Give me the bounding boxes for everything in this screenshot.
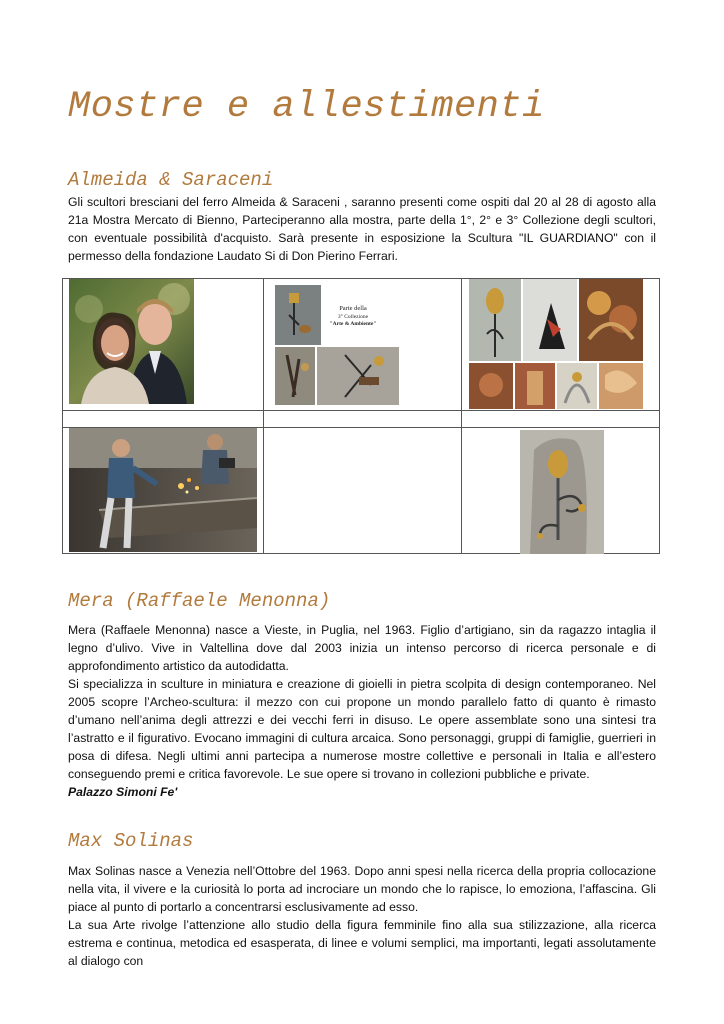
sculptures-mosaic <box>469 279 643 409</box>
mera-paragraph-2: Si specializza in sculture in miniatura e creazione di gioielli in pietra scolpita di design contemporaneo. Nel 2005 scopre l’Archeo-scultura: il mezzo con cui propone un mondo parallelo fatto di quanto è rimasto d’umano nell’anima degli attrezzi e dei vecchi ferri in disuso. Le opere assemblate sono una sintesi tra l’astratto e il figurativo. Evocano immagini di cultura arcaica. Sono personaggi, gruppi di famiglie, guerrieri in posa di difesa. Negli ultimi anni partecipa a numerose mostre collettive e personali in Italia e all’estero conseguendo premi e critica favorevole. Le sue opere si trovano in collezioni pubbliche e private. <box>68 677 656 781</box>
section-text-almeida: Gli scultori bresciani del ferro Almeida & Saraceni , saranno presenti come ospiti dal 20 al 28 di agosto alla 21a Mostra Mercato di Bienno, Parteciperanno alla mostra, parte della 1°, 2° e 3° Collezione degli scultori, con eventuale possibilità d'acquisto. Sarà presente in esposizione la Scultura "IL GUARDIANO" con il permesso della fondazione Laudato Si di Don Pierino Ferrari. <box>68 195 656 263</box>
photo-grid <box>62 278 660 554</box>
solinas-paragraph-2: La sua Arte rivolge l’attenzione allo studio della figura femminile fino alla sua stilizzazione, alla ricerca estrema e continua, metodica ed esasperata, di linee e volumi semplici, ma importanti, legati assolutamente al dialogo con <box>68 918 656 968</box>
solinas-paragraph-1: Max Solinas nasce a Venezia nell’Ottobre del 1963. Dopo anni spesi nella ricerca della propria collocazione nella vita, il vivere e la curiosità lo porta ad incrociare un mondo che lo rapisce, lo emoziona, l’affascina. Gli piace al punto di portarlo a concentrarsi esclusivamente ad esso. <box>68 864 656 914</box>
section-heading-mera: Mera (Raffaele Menonna) <box>68 590 331 612</box>
collection-collage <box>275 285 399 405</box>
collage-caption-3: "Arte & Ambiente" <box>329 321 377 327</box>
page-title: Mostre e allestimenti <box>68 86 545 128</box>
mera-paragraph-1: Mera (Raffaele Menonna) nasce a Vieste, in Puglia, nel 1963. Figlio d’artigiano, sin da ragazzo intaglia il legno d’ulivo. Vive in Valtellina dove dal 2003 inizia un intenso percorso di ricerca personale e di approfondimento artistico da autodidatta. <box>68 623 656 673</box>
section-heading-almeida: Almeida & Saraceni <box>68 169 274 191</box>
mera-venue: Palazzo Simoni Fe' <box>68 785 178 799</box>
collage-caption-2: 3° Collezione <box>337 314 369 320</box>
artists-portrait-photo <box>69 279 194 404</box>
section-text-solinas <box>68 862 656 970</box>
section-heading-solinas: Max Solinas <box>68 830 194 852</box>
section-text-mera <box>68 621 656 801</box>
guardiano-sculpture-photo <box>520 430 604 554</box>
workshop-photo <box>69 428 257 552</box>
collage-caption-1: Parte della <box>339 305 367 312</box>
